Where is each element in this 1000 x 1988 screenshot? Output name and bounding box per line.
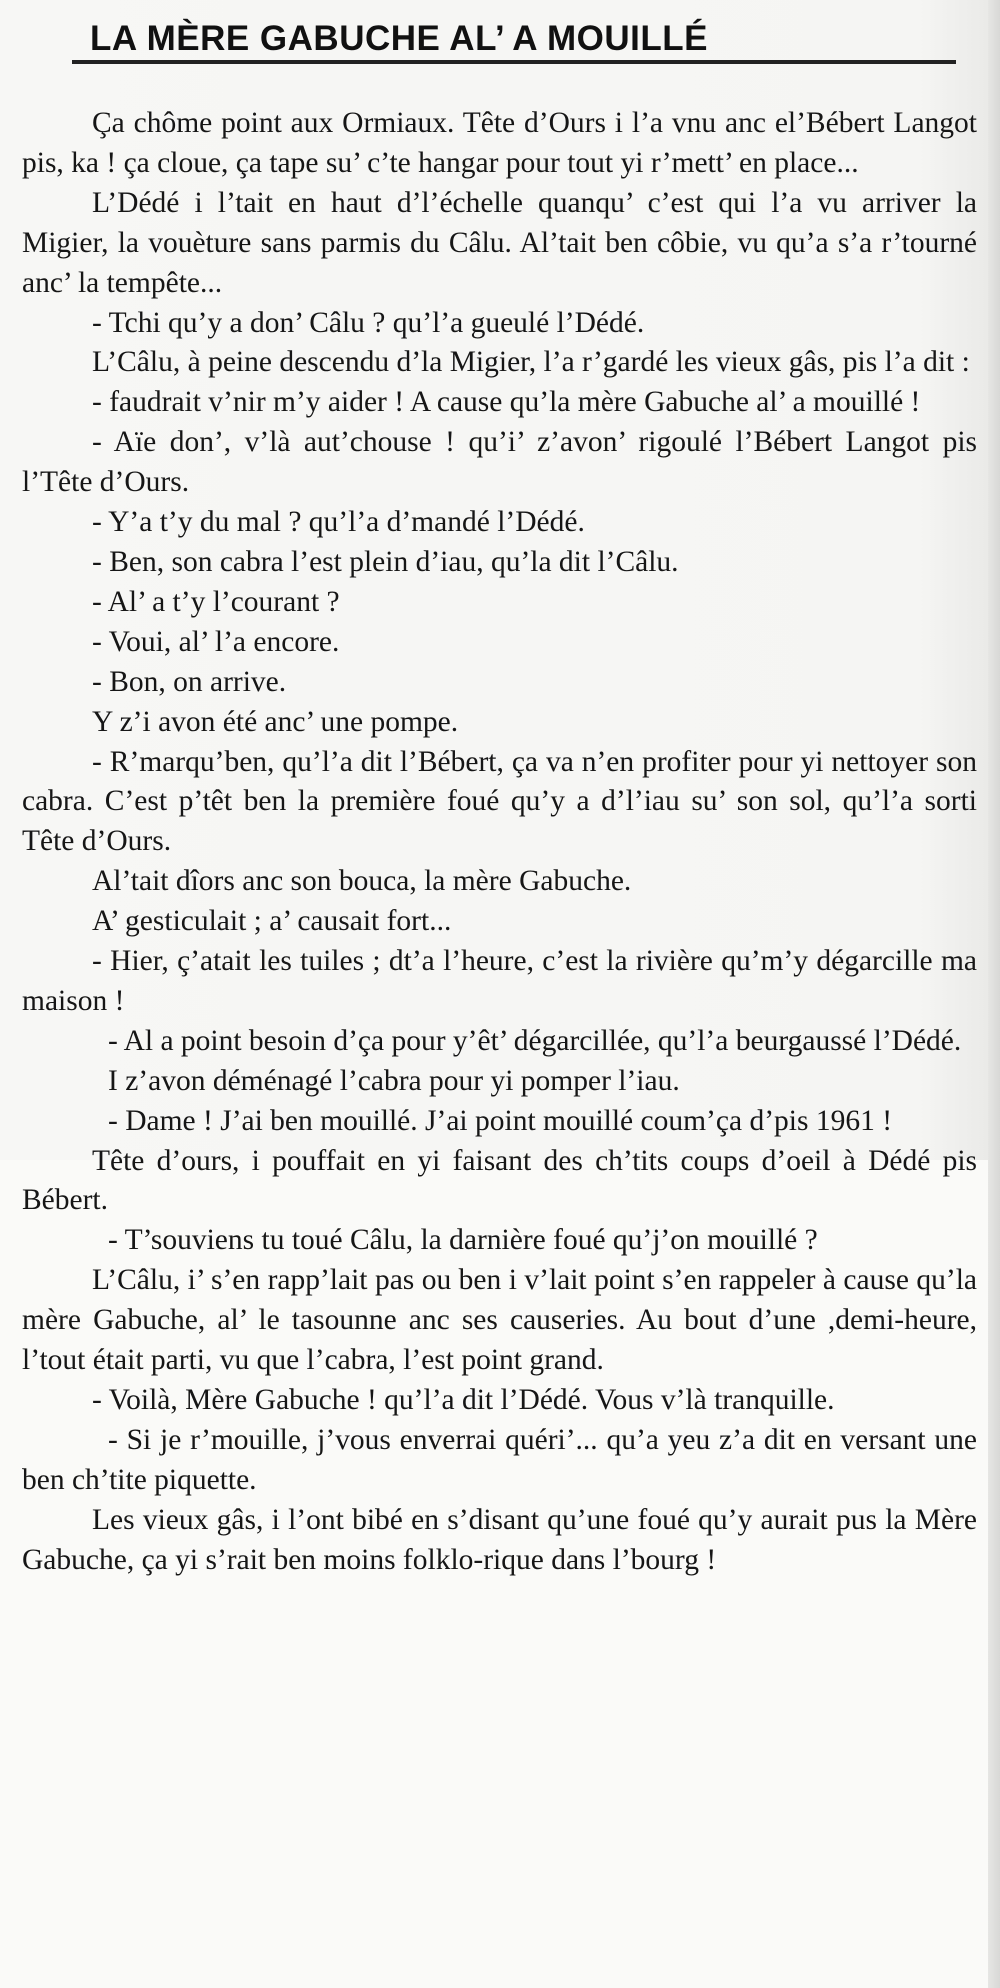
paragraph: - Si je r’mouille, j’vous enverrai quéri’... qu’a yeu z’a dit en versant une ben ch’tite piquette. xyxy=(22,1423,977,1496)
paragraph: L’Dédé i l’tait en haut d’l’échelle quanqu’ c’est qui l’a vu arriver la Migier, la vouèture sans parmis du Câlu. Al’tait ben côbie, vu qu’a s’a r’tourné anc’ la tempête... xyxy=(22,186,977,299)
paragraph: - Voilà, Mère Gabuche ! qu’l’a dit l’Dédé. Vous v’là tranquille. xyxy=(92,1384,835,1416)
paragraph: - Dame ! J’ai ben mouillé. J’ai point mouillé coum’ça d’pis 1961 ! xyxy=(108,1104,893,1137)
story-title: LA MÈRE GABUCHE AL’ A MOUILLÉ xyxy=(90,19,708,58)
paragraph: Tête d’ours, i pouffait en yi faisant des ch’tits coups d’oeil à Dédé pis Bébert. xyxy=(22,1144,977,1217)
paragraph: - Hier, ç’atait les tuiles ; dt’a l’heure, c’est la rivière qu’m’y dégarcille ma maison ! xyxy=(22,945,977,1017)
paragraph: - Ben, son cabra l’est plein d’iau, qu’la dit l’Câlu. xyxy=(92,545,679,578)
story-body xyxy=(22,104,977,1581)
paragraph: Y z’i avon été anc’ une pompe. xyxy=(92,705,459,738)
paragraph: - Al a point besoin d’ça pour y’êt’ dégarcillée, qu’l’a beurgaussé l’Dédé. xyxy=(108,1024,962,1057)
paragraph: I z’avon déménagé l’cabra pour yi pomper l’iau. xyxy=(108,1064,680,1097)
paragraph: - Al’ a t’y l’courant ? xyxy=(92,585,340,618)
paragraph: - Y’a t’y du mal ? qu’l’a d’mandé l’Dédé. xyxy=(92,506,585,539)
paragraph: L’Câlu, i’ s’en rapp’lait pas ou ben i v’lait point s’en rappeler à cause qu’la mère Gabuche, al’ le tasounne anc ses causeries. Au bout d’une ,demi-heure, l’tout était parti, vu que l’cabra, l’est point grand. xyxy=(22,1264,977,1377)
paragraph: Les vieux gâs, i l’ont bibé en s’disant qu’une foué qu’y aurait pus la Mère Gabuche, ça yi s’rait ben moins folklo-rique dans l’bourg ! xyxy=(22,1503,977,1576)
paragraph: - Aïe don’, v’là aut’chouse ! qu’i’ z’avon’ rigoulé l’Bébert Langot pis l’Tête d’Ours. xyxy=(22,426,977,499)
paragraph: - T’souviens tu toué Câlu, la darnière foué qu’j’on mouillé ? xyxy=(108,1224,818,1257)
paragraph: L’Câlu, à peine descendu d’la Migier, l’a r’gardé les vieux gâs, pis l’a dit : xyxy=(92,346,970,379)
paragraph: - Bon, on arrive. xyxy=(92,665,287,698)
paragraph: Ça chôme point aux Ormiaux. Tête d’Ours i l’a vnu anc el’Bébert Langot pis, ka ! ça cloue, ça tape su’ c’te hangar pour tout yi r’mett’ en place... xyxy=(22,107,977,179)
paragraph: - Voui, al’ l’a encore. xyxy=(92,625,340,658)
paragraph: - faudrait v’nir m’y aider ! A cause qu’la mère Gabuche al’ a mouillé ! xyxy=(92,386,921,419)
title-underline xyxy=(72,60,956,64)
paragraph: - R’marqu’ben, qu’l’a dit l’Bébert, ça va n’en profiter pour yi nettoyer son cabra. C’est p’têt ben la première foué qu’y a d’l’iau su’ son sol, qu’l’a sorti Tête d’Ours. xyxy=(22,745,977,858)
paragraph: Al’tait dîors anc son bouca, la mère Gabuche. xyxy=(92,865,632,898)
paragraph: - Tchi qu’y a don’ Câlu ? qu’l’a gueulé l’Dédé. xyxy=(92,306,645,339)
page-right-edge xyxy=(988,0,1000,1988)
paragraph: A’ gesticulait ; a’ causait fort... xyxy=(92,905,452,938)
